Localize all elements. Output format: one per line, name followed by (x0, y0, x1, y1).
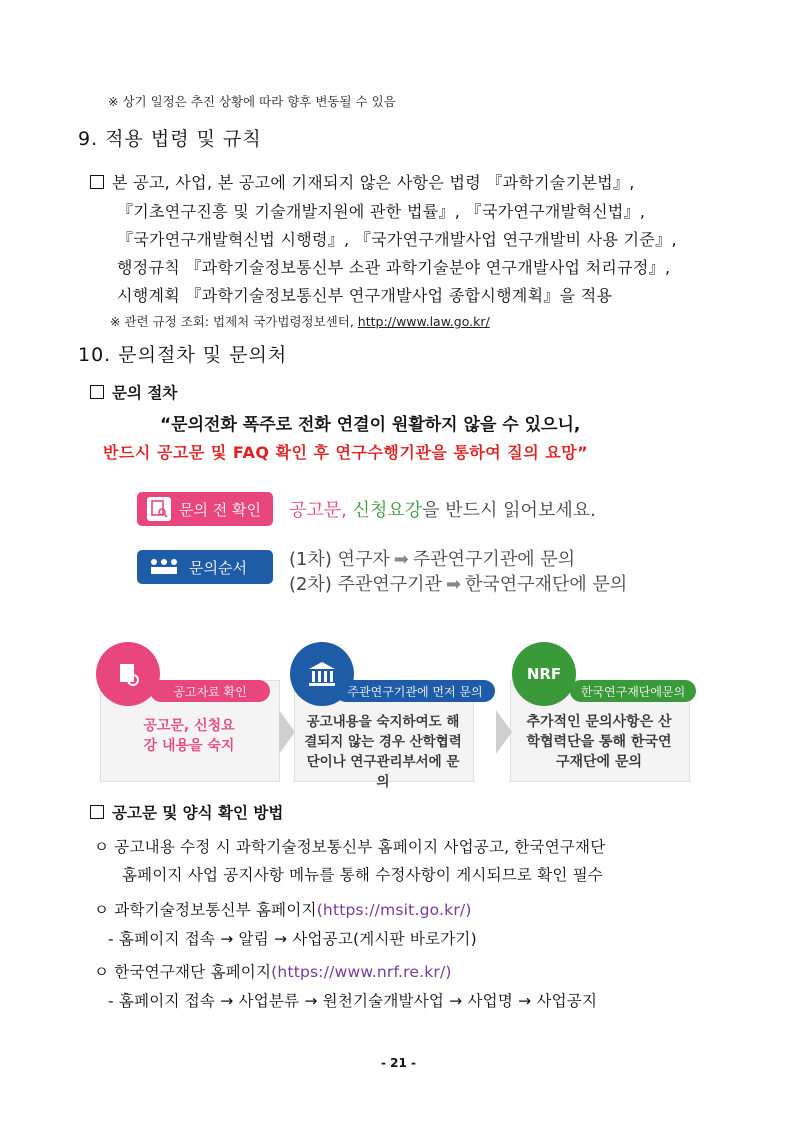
right-arrow-icon: ➡ (393, 549, 409, 570)
nrf-logo-icon: NRF (512, 642, 576, 706)
law-reference-note: ※ 관련 규정 조회: 법제처 국가법령정보센터, http://www.law.go.kr/ (110, 314, 490, 329)
bullet-1-line-1: ㅇ 공고내용 수정 시 과학기술정보통신부 홈페이지 사업공고, 한국연구재단 (94, 838, 606, 856)
step-text-1: 공고문, 신청요강 내용을 숙지 (143, 718, 235, 754)
section-10-title: 10. 문의절차 및 문의처 (78, 344, 288, 366)
checkbox-square-icon (90, 175, 104, 189)
step-arrow-icon (279, 710, 295, 754)
section-9-title: 9. 적용 법령 및 규칙 (78, 128, 262, 150)
section-9-line-4: 행정규칙 『과학기술정보통신부 소관 과학기술분야 연구개발사업 처리규정』, (117, 258, 671, 277)
step-tag-1: 공고자료 확인 (150, 680, 270, 702)
bullet-msit: ㅇ 과학기술정보통신부 홈페이지(https://msit.go.kr/) (94, 901, 472, 919)
subsection-announcement-check: 공고문 및 양식 확인 방법 (90, 801, 283, 823)
people-icon (147, 555, 181, 579)
bullet-1-line-2: 홈페이지 사업 공지사항 메뉴를 통해 수정사항이 게시되므로 확인 필수 (122, 866, 604, 884)
nrf-link[interactable]: (https://www.nrf.re.kr/) (271, 963, 452, 981)
msit-link[interactable]: (https://msit.go.kr/) (316, 901, 472, 919)
quote-line-2: 반드시 공고문 및 FAQ 확인 후 연구수행기관을 통하여 질의 요망” (103, 443, 589, 462)
step-text-2: 공고내용을 숙지하여도 해결되지 않는 경우 산학협력단이나 연구관리부서에 문의 (304, 714, 462, 790)
subsection-inquiry-procedure: 문의 절차 (90, 381, 177, 403)
bullet-nrf-path: - 홈페이지 접속 → 사업분류 → 원천기술개발사업 → 사업명 → 사업공지 (108, 992, 598, 1010)
right-arrow-icon: ➡ (445, 574, 462, 595)
bullet-msit-path: - 홈페이지 접속 → 알림 → 사업공고(게시판 바로가기) (108, 930, 477, 948)
section-9-line-1: 본 공고, 사업, 본 공고에 기재되지 않은 사항은 법령 『과학기술기본법』, (90, 170, 635, 193)
check-before-inquiry-badge: 문의 전 확인 (137, 492, 273, 526)
document-check-icon (96, 642, 160, 706)
order-step-1: (1차) 연구자 ➡ 주관연구기관에 문의 (289, 549, 576, 570)
order-step-2: (2차) 주관연구기관 ➡ 한국연구재단에 문의 (289, 574, 628, 595)
checkbox-square-icon (90, 805, 104, 819)
step-tag-3: 한국연구재단에문의 (570, 680, 696, 702)
section-9-line-2: 『기초연구진흥 및 기술개발지원에 관한 법률』, 『국가연구개발혁신법』, (117, 202, 646, 221)
step-text-3: 추가적인 문의사항은 산학협력단을 통해 한국연구재단에 문의 (526, 714, 672, 770)
law-link[interactable]: http://www.law.go.kr/ (357, 314, 490, 329)
quote-line-1: “문의전화 폭주로 전화 연결이 원활하지 않을 수 있으니, (160, 415, 581, 435)
section-9-line-3: 『국가연구개발혁신법 시행령』, 『국가연구개발사업 연구개발비 사용 기준』, (117, 230, 677, 249)
checkbox-square-icon (90, 385, 104, 399)
inquiry-order-badge: 문의순서 (137, 550, 273, 584)
check-instruction: 공고문, 신청요강을 반드시 읽어보세요. (289, 500, 596, 521)
page-number: - 21 - (381, 1056, 417, 1070)
step-tag-2: 주관연구기관에 먼저 문의 (335, 680, 495, 702)
bullet-nrf: ㅇ 한국연구재단 홈페이지(https://www.nrf.re.kr/) (94, 963, 452, 981)
document-search-icon (147, 497, 171, 521)
schedule-note: ※ 상기 일정은 추진 상황에 따라 향후 변동될 수 있음 (108, 94, 396, 109)
section-9-line-5: 시행계획 『과학기술정보통신부 연구개발사업 종합시행계획』을 적용 (117, 286, 613, 305)
